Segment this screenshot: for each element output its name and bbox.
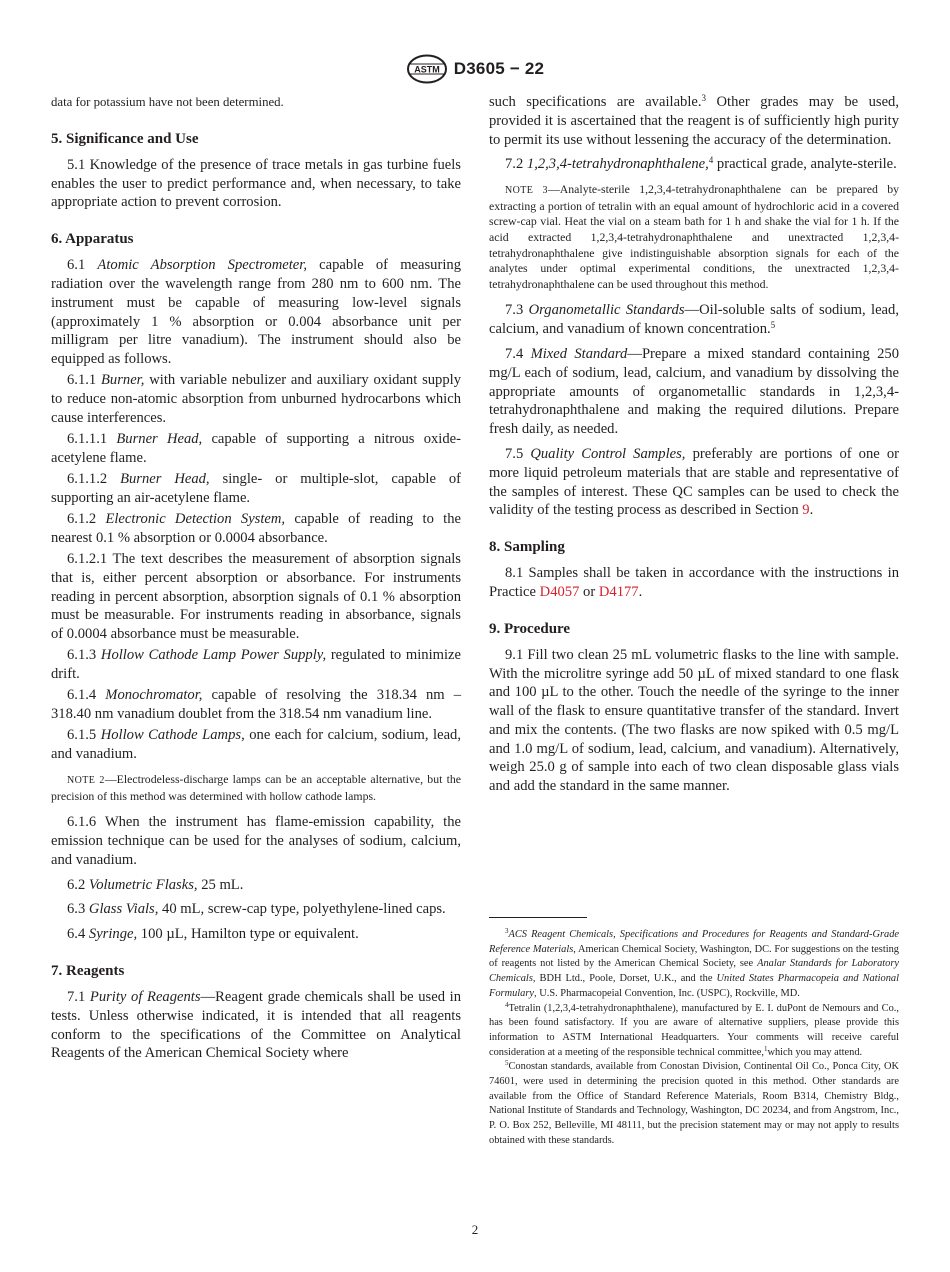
continued-text: data for potassium have not been determined. [51, 95, 284, 109]
paragraph-7-4: 7.4 Mixed Standard—Prepare a mixed standard containing 250 mg/L each of sodium, lead, calcium, and vanadium by dissolving the appropriate amounts of organometallic standards in 1,2,3,4-tetrahydronaphthalene and making the required dilutions. Prepare fresh daily, as needed. [489, 345, 899, 438]
paragraph-6-3: 6.3 Glass Vials, 40 mL, screw-cap type, polyethylene-lined caps. [67, 901, 446, 918]
paragraph-6-1-3: 6.1.3 Hollow Cathode Lamp Power Supply, regulated to minimize drift. [51, 647, 461, 683]
footnote-5: $^5$Conostan standards, available from Conostan Division, Continental Oil Co., Ponca City, OK 74601, were used in determining the precision quoted in this method. Other standards are available from the Office of Standard Reference Materials, Room B314, Chemistry Bldg., National Institute of Standards and Technology, Washington, DC 20234, and from Angstrom, Inc., P. O. Box 252, Belleville, MI 48111, but the precision statement may or may not apply to results obtained with these standards. [489, 1059, 899, 1146]
svg-text:ASTM: ASTM [414, 64, 440, 75]
section-6-heading: 6. Apparatus [51, 231, 134, 248]
note-2: NOTE 2—Electrodeless-discharge lamps can be an acceptable alternative, but the precision of this method was determined with hollow cathode lamps. [51, 772, 462, 803]
paragraph-6-4: 6.4 Syringe, 100 µL, Hamilton type or equivalent. [67, 926, 359, 943]
paragraph-9-1: 9.1 Fill two clean 25 mL volumetric flasks to the line with sample. With the microlitre syringe add 50 µL of mixed standard to one flask and 100 µL to the other. Touch the needle of the syringe to the inner wall of the flask to ensure quantitative transfer of the standard. Invert and mix the contents. (The two flasks are now spiked with 0.5 mg/L and 1.0 mg/L of sodium, lead, calcium, and vanadium). Alternatively, weigh 25.0 g of sample into each of two clean disposable glass vials and add the standard in the same manner. [489, 646, 899, 795]
paragraph-6-1-2: 6.1.2 Electronic Detection System, capable of reading to the nearest 0.1 % absorption or 0.0004 absorbance. [51, 511, 461, 546]
paragraph-7-2: 7.2 1,2,3,4-tetrahydronaphthalene,$^4$ practical grade, analyte-sterile. [505, 155, 897, 173]
section-8-heading: 8. Sampling [489, 539, 565, 556]
paragraph-6-1-1: 6.1.1 Burner, with variable nebulizer and auxiliary oxidant supply to reduce non-atomic absorption from unburned hydrocarbons which cause interferences. [51, 372, 461, 426]
section-9-heading: 9. Procedure [489, 620, 571, 637]
paragraph-6-1-6: 6.1.6 When the instrument has flame-emission capability, the emission technique can be used for the analyses of sodium, calcium, and vanadium. [51, 814, 461, 868]
paragraph-8-1: 8.1 Samples shall be taken in accordance with the instructions in Practice D4057 or D4177. [489, 565, 899, 600]
paragraph-7-3: 7.3 Organometallic Standards—Oil-soluble salts of sodium, lead, calcium, and vanadium of known concentration.$^5$ [489, 302, 899, 338]
paragraph-6-1-4: 6.1.4 Monochromator, capable of resolving the 318.34 nm – 318.40 nm vanadium doublet from the 318.54 nm vanadium line. [51, 687, 461, 723]
paragraph-6-2: 6.2 Volumetric Flasks, 25 mL. [67, 876, 244, 893]
footnote-4: $^4$Tetralin (1,2,3,4-tetrahydronaphthalene), manufactured by E. I. duPont de Nemours and Co., has been found satisfactory. If you are aware of alternative suppliers, please provide this information to ASTM International Headquarters. Your comments will receive careful consideration at a meeting of the responsible technical committee,$^1$which you may attend. [489, 1000, 899, 1058]
footnote-3: $^3$ACS Reagent Chemicals, Specifications and Procedures for Reagents and Standard-Grade Reference Materials, American Chemical Society, Washington, DC. For suggestions on the testing of reagents not listed by the American Chemical Society, see Analar Standards for Laboratory Chemicals, BDH Ltd., Poole, Dorset, U.K., and the United States Pharmacopeia and National Formulary, U.S. Pharmacopeial Convention, Inc. (USPC), Rockville, MD. [489, 927, 899, 999]
d4177-link[interactable]: D4177 [598, 583, 639, 600]
paragraph-7-5: 7.5 Quality Control Samples, preferably are portions of one or more liquid petroleum materials that are stable and representative of the samples of interest. These QC samples can be used to check the validity of the testing process as described in Section 9. [489, 445, 900, 519]
note-3: NOTE 3—Analyte-sterile 1,2,3,4-tetrahydronaphthalene can be prepared by extracting a portion of tetralin with an equal amount of hydrochloric acid in a covered screw-cap vial. Heat the vial on a steam bath for 1 h and shake the vial for 1 h. If the acid extracted 1,2,3,4-tetrahydronaphthalene and unextracted 1,2,3,4-tetrahydronaphthalene give indistinguishable absorption signals for each of the analytes under optimal experimental conditions, the unextracted 1,2,3,4-tetrahydronaphthalene can be used throughout this method. [489, 182, 900, 291]
paragraph-6-1-5: 6.1.5 Hollow Cathode Lamps, one each for calcium, sodium, lead, and vanadium. [51, 727, 461, 763]
paragraph-5-1: 5.1 Knowledge of the presence of trace metals in gas turbine fuels enables the user to predict performance and, when necessary, to take appropriate action to prevent corrosion. [51, 156, 461, 211]
paragraph-6-1-1-1: 6.1.1.1 Burner Head, capable of supporting a nitrous oxide-acetylene flame. [51, 431, 461, 466]
page-header [0, 52, 950, 86]
footnote-divider [489, 917, 587, 918]
footnotes [489, 928, 899, 1149]
page-number: 2 [471, 1222, 479, 1237]
paragraph-6-1-1-2: 6.1.1.2 Burner Head, single- or multiple-slot, capable of supporting an air-acetylene flame. [51, 471, 461, 506]
paragraph-7-1: 7.1 Purity of Reagents—Reagent grade chemicals shall be used in tests. Unless otherwise indicated, it is intended that all reagents conform to the specifications of the Committee on Analytical Reagents of the American Chemical Society where [51, 989, 462, 1062]
paragraph-6-1-2-1: 6.1.2.1 The text describes the measurement of absorption signals that is, either percent absorption or absorbance. For instruments reading in percent absorption, absorption signals of 0.1 % absorption must be measurable. For instruments reading in absorbance, signals of 0.0004 absorbance must be measurable. [51, 551, 461, 643]
d4057-link[interactable]: D4057 [539, 583, 580, 600]
section-5-heading: 5. Significance and Use [51, 130, 199, 147]
paragraph-6-1: 6.1 Atomic Absorption Spectrometer, capable of measuring radiation over the wavelength range from 280 nm to 600 nm. The instrument must be capable of measuring low-level signals (approximately 1 % absorption or 0.004 absorbance unit per milligram per litre vanadium). The instrument should also be equipped as follows. [51, 257, 461, 368]
astm-logo-icon [406, 54, 448, 84]
right-column [489, 93, 899, 798]
section-7-heading: 7. Reagents [51, 963, 125, 979]
left-column [51, 93, 461, 1066]
section-9-link[interactable]: 9 [802, 502, 810, 519]
paragraph-7-1-continued: such specifications are available.$^3$ Other grades may be used, provided it is ascertained that the reagent is of sufficiently high purity to permit its use without lessening the accuracy of the determination. [489, 93, 899, 148]
standard-designation: D3605 − 22 [453, 59, 545, 78]
